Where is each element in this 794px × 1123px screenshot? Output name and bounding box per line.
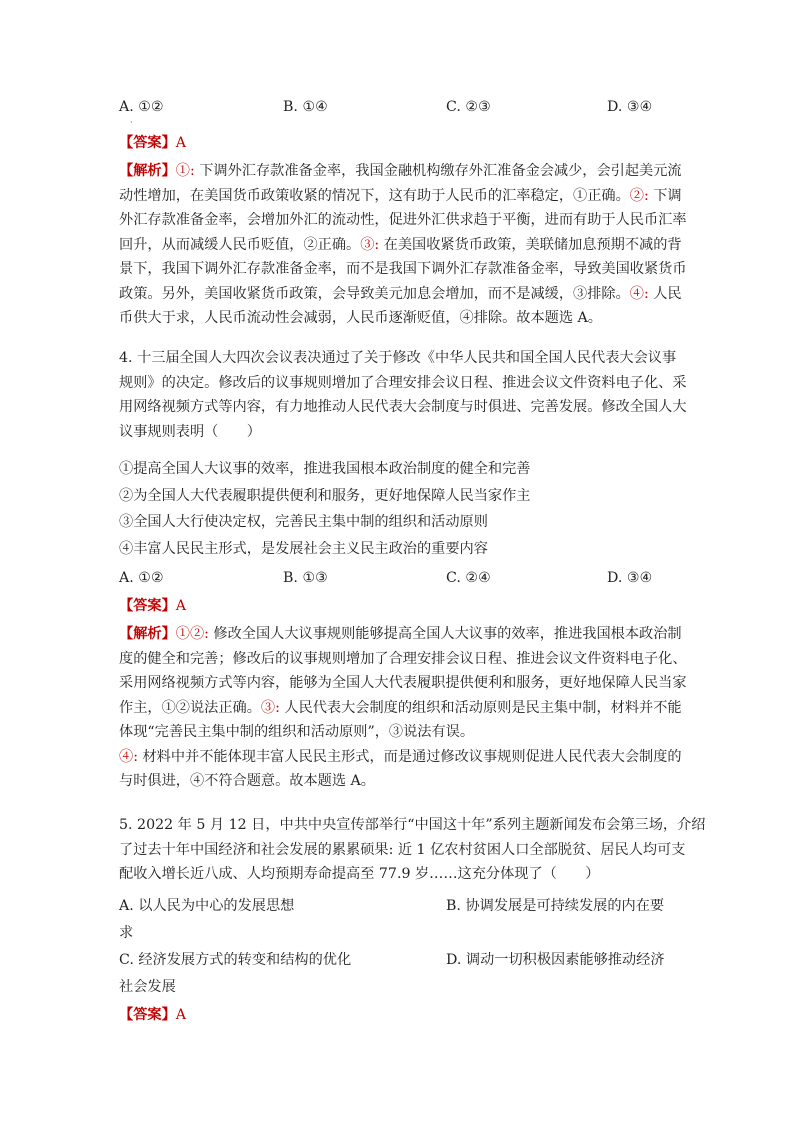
analysis-text: 度的健全和完善；修改后的议事规则增加了合理安排会议日程、推进会议文件资料电子化、 [119,650,687,667]
analysis-text: 政策。另外，美国收紧货币政策，会导致美元加息会增加，而不是减缓，③排除。 [119,285,630,302]
analysis-text: 材料中并不能体现丰富人民民主形式，而是通过修改议事规则促进人民代表大会制度的 [137,748,682,765]
answer-tag: 【答案】 [119,135,176,151]
analysis-text: 下调 [648,187,682,204]
stray-dot: · [130,118,133,127]
q4-option-d: D. ③④ [607,570,653,586]
analysis-text: 人民 [648,285,682,302]
question-stem-line: 4. 十三届全国人大四次会议表决通过了关于修改《中华人民共和国全国人民代表大会议事 [119,350,677,366]
q5-option-a: A. 以人民为中心的发展思想 [119,898,295,914]
analysis-text: 体现“完善民主集中制的组织和活动原则”，③说法有误。 [119,724,475,740]
q3-answer [119,133,679,153]
analysis-marker: ③: [360,236,380,253]
analysis-text: 修改全国人大议事规则能够提高全国人大议事的效率，推进我国根本政治制 [208,626,682,642]
question-stem-line: 配收入增长近八成、人均预期寿命提高至 77.9 岁……这充分体现了（ ） [119,866,600,882]
analysis-tag: 【解析】 [119,626,176,642]
q4-option-a: A. ①② [119,570,164,586]
analysis-text: 人民代表大会制度的组织和活动原则是民主集中制，材料并不能 [279,699,682,716]
answer-value: A [175,1007,187,1023]
analysis-line [119,722,679,742]
analysis-marker: ②: [629,187,649,204]
q3-option-b: B. ①④ [283,99,328,115]
analysis-text: 下调外汇存款准备金率，我国金融机构缴存外汇准备金会减少，会引起美元流 [194,163,682,179]
statement-item: ④丰富人民民主形式，是发展社会主义民主政治的重要内容 [119,540,488,557]
question-stem-line: 5. 2022 年 5 月 12 日，中共中央宣传部举行“中国这十年”系列主题新闻发布会第三场，介绍 [119,817,706,833]
analysis-line [119,698,682,718]
statement-item: ②为全国人大代表履职提供便利和服务，更好地保障人民当家作主 [119,487,531,504]
analysis-line [119,284,682,304]
analysis-marker: ④: [119,748,138,765]
q4-option-b: B. ①③ [283,570,328,586]
answer-tag: 【答案】 [119,598,176,614]
analysis-text: 与时俱进，④不符合题意。故本题选 A。 [119,773,375,789]
answer-tag: 【答案】 [119,1007,176,1023]
analysis-text: 采用网络视频方式等内容，能够为全国人大代表履职提供便利和服务，更好地保障人民当家 [119,675,687,691]
question-stem-line: 了过去十年中国经济和社会发展的累累硕果: 近 1 亿农村贫困人口全部脱贫、居民人均可支 [119,841,686,858]
analysis-line [119,673,687,693]
analysis-text: 回升，从而减缓人民币贬值，②正确。 [119,236,361,253]
answer-value: A [175,135,187,151]
analysis-text: 景下，我国下调外汇存款准备金率，而不是我国下调外汇存款准备金率，导致美国收紧货币 [119,261,687,277]
analysis-text: 作主，①②说法正确。 [119,699,261,716]
analysis-line [119,161,682,181]
q3-option-d: D. ③④ [607,99,653,115]
analysis-line [119,186,682,206]
analysis-marker: ④: [629,285,649,302]
question-stem-line: 用网络视频方式等内容，有力地推动人民代表大会制度与时俱进、完善发展。修改全国人大 [119,399,687,415]
analysis-line [119,624,682,644]
analysis-line [119,210,687,230]
statement-item: ①提高全国人大议事的效率，推进我国根本政治制度的健全和完善 [119,461,531,477]
analysis-line [119,235,682,255]
q5-option-c: C. 经济发展方式的转变和结构的优化 [119,952,352,968]
analysis-marker: ③: [260,699,280,716]
analysis-text: 在美国收紧货币政策，美联储加息预期不减的背 [379,236,682,253]
question-stem-line: 议事规则表明（ ） [119,423,261,440]
q5-option-b-cont: 求 [119,925,134,941]
analysis-text: 币供大于求，人民币流动性会减弱，人民币逐渐贬值，④排除。故本题选 A。 [119,310,602,326]
statement-item: ③全国人大行使决定权，完善民主集中制的组织和活动原则 [119,514,488,530]
analysis-line [119,771,679,791]
q4-answer [119,596,679,616]
analysis-marker: ①: [175,163,195,179]
q5-option-d-cont: 社会发展 [119,979,176,995]
q3-option-a: A. ①② [119,99,164,115]
q4-option-c: C. ②④ [446,570,491,586]
analysis-line [119,747,682,767]
analysis-line [119,308,679,328]
analysis-text: 动性增加，在美国货币政策收紧的情况下，这有助于人民币的汇率稳定，①正确。 [119,187,630,204]
analysis-line [119,649,687,669]
q3-option-c: C. ②③ [446,99,491,115]
q5-answer [119,1005,679,1025]
q5-option-d: D. 调动一切积极因素能够推动经济 [446,952,665,968]
analysis-text: 外汇存款准备金率，会增加外汇的流动性，促进外汇供求趋于平衡，进而有助于人民币汇率 [119,212,687,228]
answer-value: A [175,598,187,614]
analysis-marker: ①②: [175,626,209,642]
question-stem-line: 规则》的决定。修改后的议事规则增加了合理安排会议日程、推进会议文件资料电子化、采 [119,374,687,391]
analysis-line [119,259,687,279]
analysis-tag: 【解析】 [119,163,176,179]
q5-option-b: B. 协调发展是可持续发展的内在要 [446,898,665,914]
